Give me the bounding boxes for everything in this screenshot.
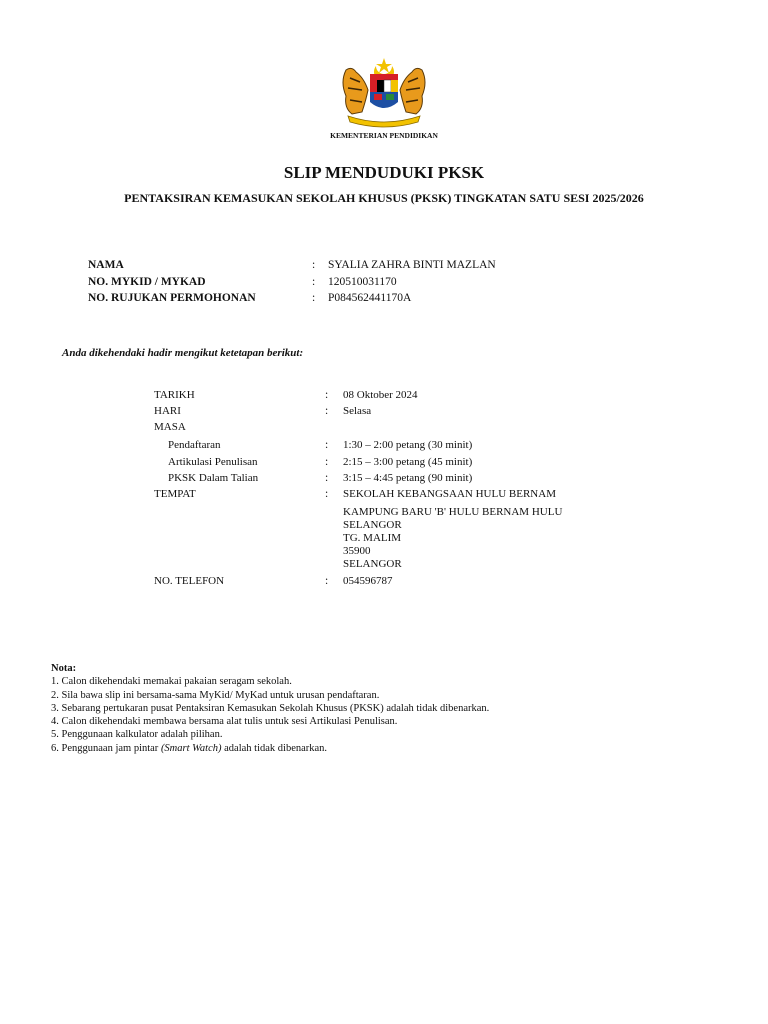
address-line: 35900 <box>343 545 371 557</box>
date-value: 08 Oktober 2024 <box>343 389 418 401</box>
session-registration-value: 1:30 – 2:00 petang (30 minit) <box>343 439 473 451</box>
coat-of-arms-logo <box>334 56 434 128</box>
session-registration-separator: : <box>325 439 329 451</box>
notes-title: Nota: <box>51 663 77 674</box>
date-separator: : <box>325 389 329 401</box>
phone-value: 054596787 <box>343 575 393 587</box>
name-separator: : <box>312 259 316 271</box>
note-item: 2. Sila bawa slip ini bersama-sama MyKid/ MyKad untuk urusan pendaftaran. <box>51 689 380 701</box>
note-item: 1. Calon dikehendaki memakai pakaian seragam sekolah. <box>51 676 292 688</box>
day-separator: : <box>325 405 329 417</box>
reference-label: NO. RUJUKAN PERMOHONAN <box>88 292 256 304</box>
phone-label: NO. TELEFON <box>154 575 225 587</box>
note-item <box>51 742 489 755</box>
note-item-emphasis: (Smart Watch) <box>160 742 222 754</box>
reference-separator: : <box>312 292 316 304</box>
name-label: NAMA <box>88 259 124 271</box>
session-writing-label: Artikulasi Penulisan <box>168 456 258 468</box>
venue-separator: : <box>325 488 329 500</box>
time-label: MASA <box>154 421 186 433</box>
phone-separator: : <box>325 575 329 587</box>
session-writing-value: 2:15 – 3:00 petang (45 minit) <box>343 456 473 468</box>
address-line: TG. MALIM <box>343 532 402 544</box>
session-online-value: 3:15 – 4:45 petang (90 minit) <box>343 472 473 484</box>
note-item: 5. Penggunaan kalkulator adalah pilihan. <box>51 729 223 741</box>
session-online-label: PKSK Dalam Talian <box>168 472 259 484</box>
attendance-instruction: Anda dikehendaki hadir mengikut ketetapan berikut: <box>62 347 304 359</box>
page-title: SLIP MENDUDUKI PKSK <box>283 163 485 182</box>
session-writing-separator: : <box>325 456 329 468</box>
note-item: 4. Calon dikehendaki membawa bersama alat tulis untuk sesi Artikulasi Penulisan. <box>51 716 398 728</box>
page-subtitle: PENTAKSIRAN KEMASUKAN SEKOLAH KHUSUS (PKSK) TINGKATAN SATU SESI 2025/2026 <box>124 191 644 205</box>
note-item-text: 6. Penggunaan jam pintar <box>51 742 161 754</box>
venue-address <box>343 506 562 571</box>
name-value: SYALIA ZAHRA BINTI MAZLAN <box>328 259 496 271</box>
venue-label: TEMPAT <box>154 488 196 500</box>
day-value: Selasa <box>343 405 372 417</box>
session-registration-label: Pendaftaran <box>168 439 221 451</box>
address-line: SELANGOR <box>343 558 402 570</box>
venue-value: SEKOLAH KEBANGSAAN HULU BERNAM <box>343 488 556 500</box>
address-line: KAMPUNG BARU 'B' HULU BERNAM HULU <box>343 506 563 518</box>
reference-value: P084562441170A <box>328 292 412 304</box>
address-line: SELANGOR <box>343 519 402 531</box>
day-label: HARI <box>154 405 181 417</box>
mykid-separator: : <box>312 276 316 288</box>
session-online-separator: : <box>325 472 329 484</box>
date-label: TARIKH <box>154 389 195 401</box>
notes-section <box>51 662 489 755</box>
mykid-label: NO. MYKID / MYKAD <box>88 276 206 288</box>
note-item-text: adalah tidak dibenarkan. <box>221 742 328 754</box>
ministry-name: KEMENTERIAN PENDIDIKAN <box>330 131 438 140</box>
note-item: 3. Sebarang pertukaran pusat Pentaksiran Kemasukan Sekolah Khusus (PKSK) adalah tidak dibenarkan. <box>51 702 490 714</box>
mykid-value: 120510031170 <box>328 276 397 288</box>
